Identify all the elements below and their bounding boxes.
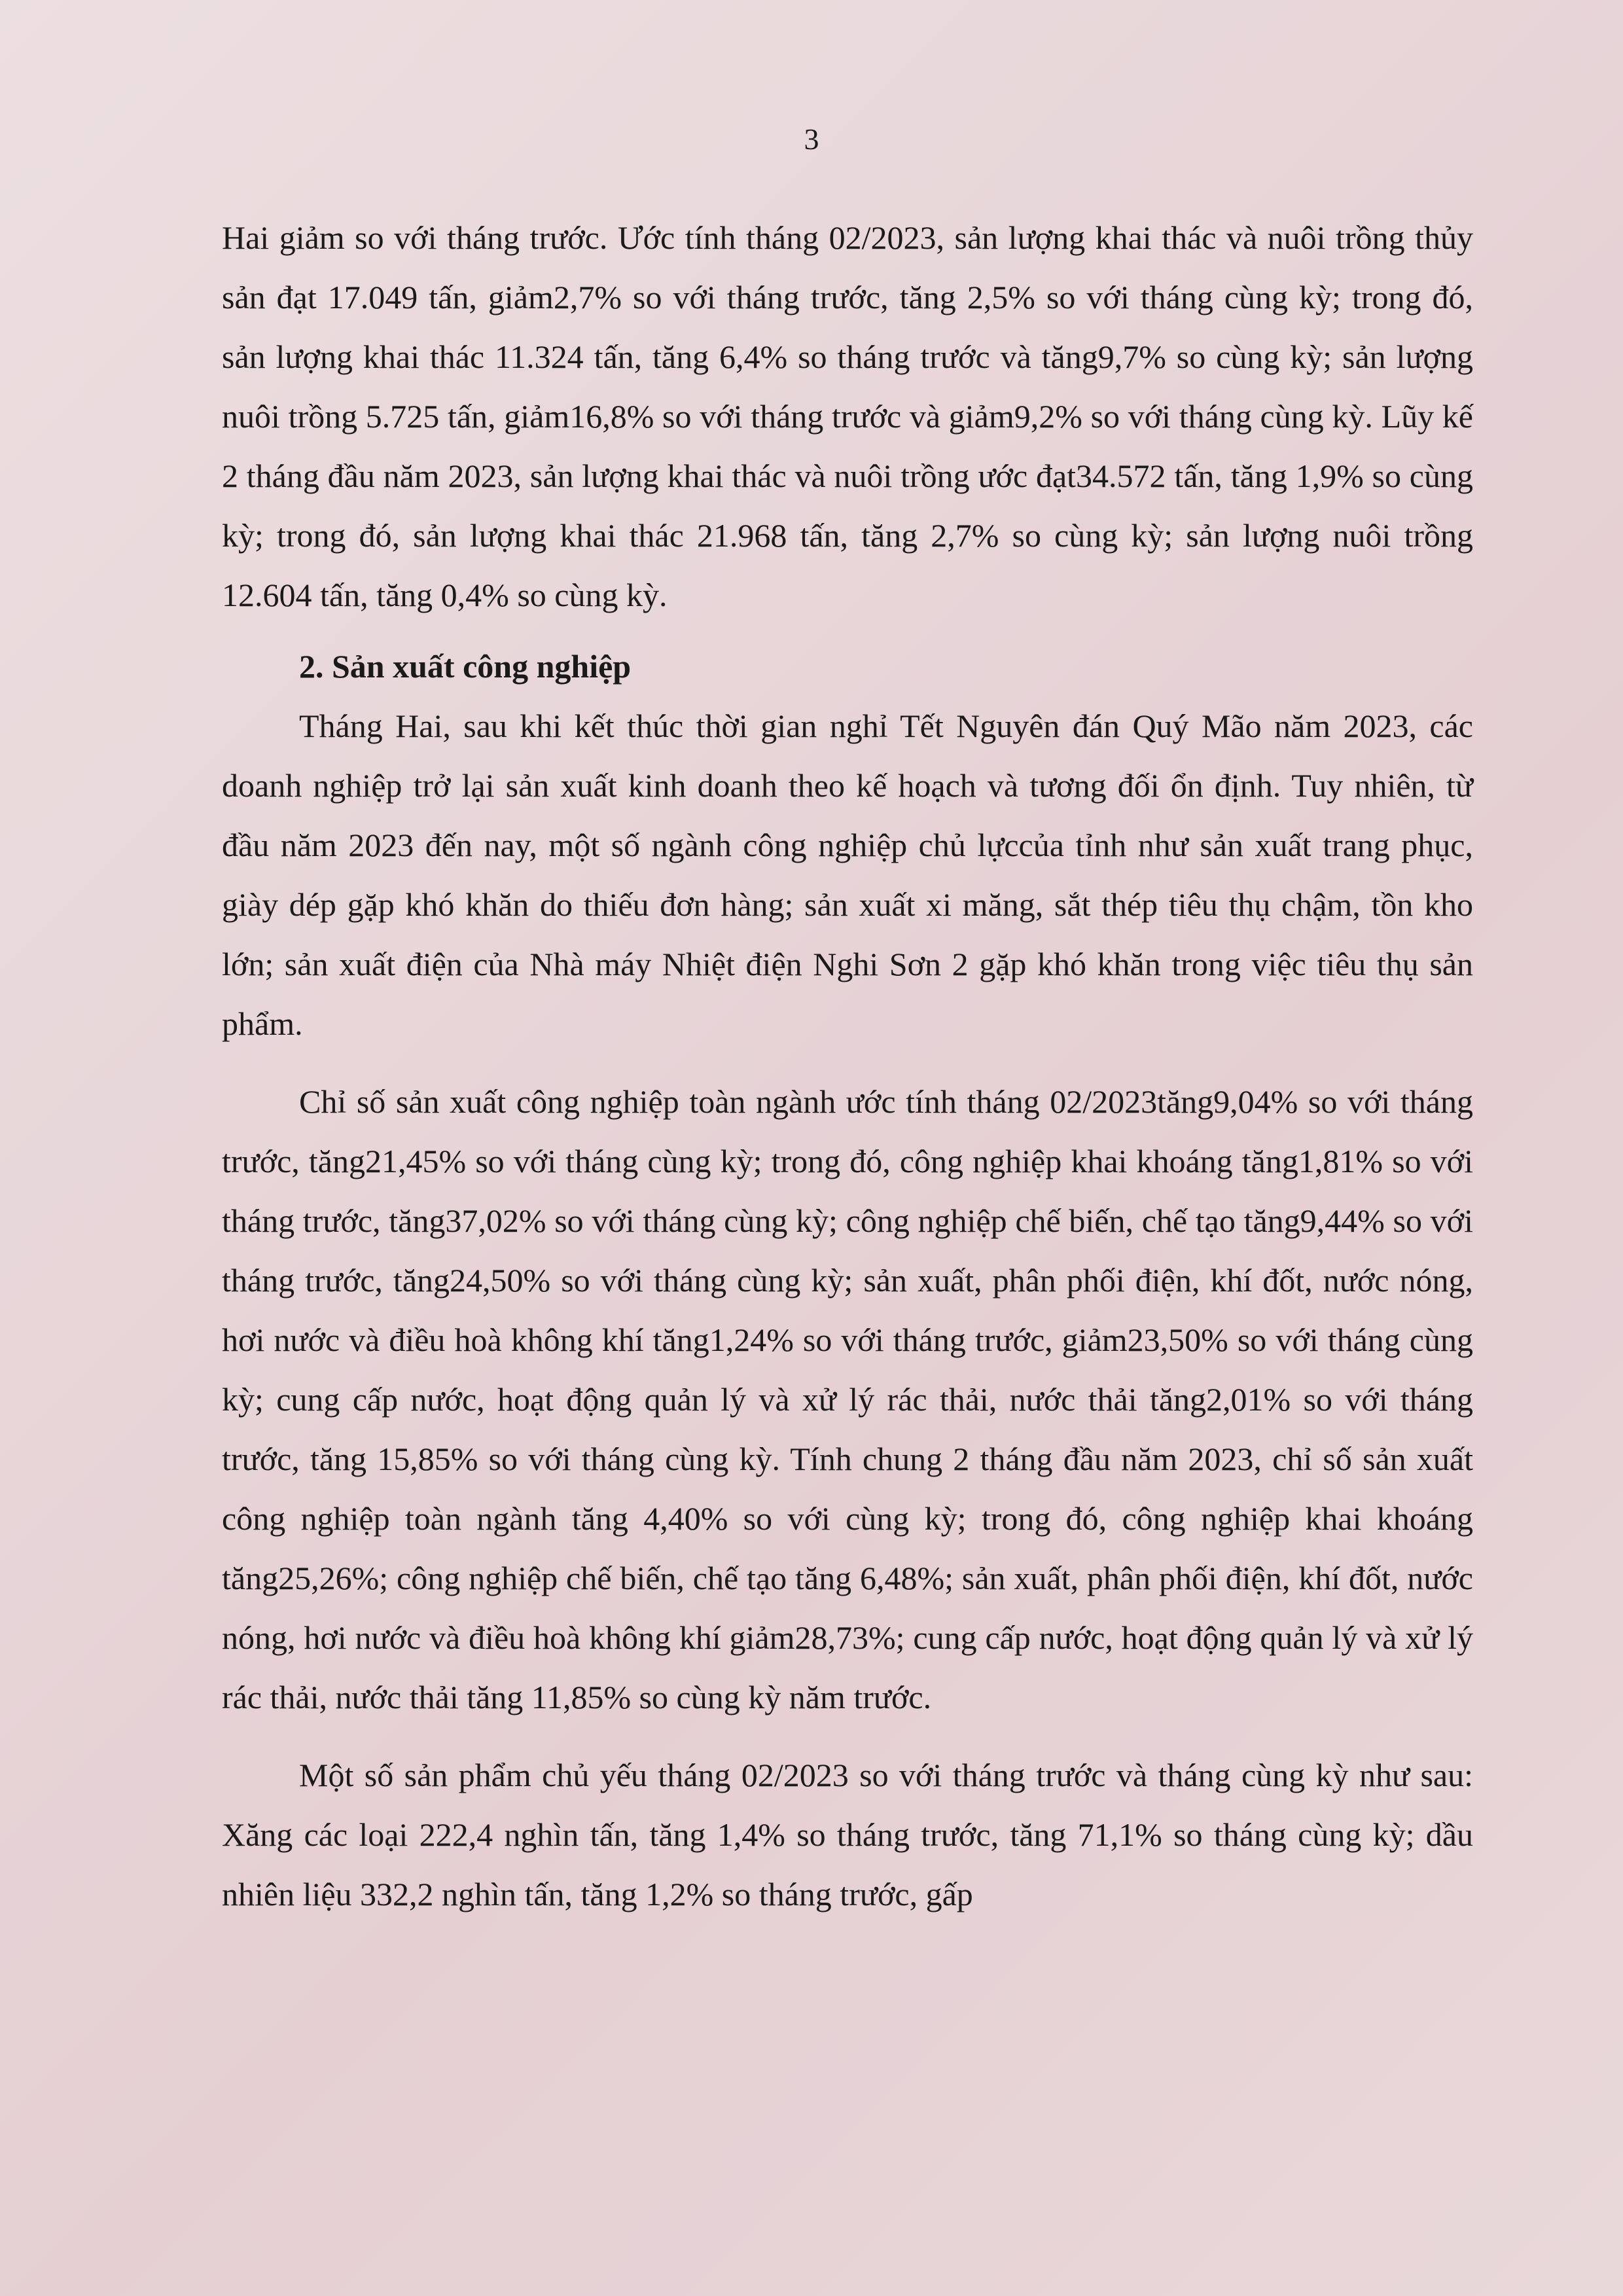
section-heading-industry: 2. Sản xuất công nghiệp — [299, 648, 632, 685]
document-body — [222, 208, 1473, 1924]
paragraph-industry-overview: Tháng Hai, sau khi kết thúc thời gian nghỉ Tết Nguyên đán Quý Mão năm 2023, các doanh nghiệp trở lại sản xuất kinh doanh theo kế hoạch và tương đối ổn định. Tuy nhiên, từ đầu năm 2023 đến nay, một số ngành công nghiệp chủ lựccủa tỉnh như sản xuất trang phục, giày dép gặp khó khăn do thiếu đơn hàng; sản xuất xi măng, sắt thép tiêu thụ chậm, tồn kho lớn; sản xuất điện của Nhà máy Nhiệt điện Nghi Sơn 2 gặp khó khăn trong việc tiêu thụ sản phẩm. — [222, 708, 1473, 1042]
page-number: 3 — [804, 122, 819, 156]
paragraph-fisheries: Hai giảm so với tháng trước. Ước tính tháng 02/2023, sản lượng khai thác và nuôi trồng thủy sản đạt 17.049 tấn, giảm2,7% so với tháng trước, tăng 2,5% so với tháng cùng kỳ; trong đó, sản lượng khai thác 11.324 tấn, tăng 6,4% so tháng trước và tăng9,7% so cùng kỳ; sản lượng nuôi trồng 5.725 tấn, giảm16,8% so với tháng trước và giảm9,2% so với tháng cùng kỳ. Lũy kế 2 tháng đầu năm 2023, sản lượng khai thác và nuôi trồng ước đạt34.572 tấn, tăng 1,9% so cùng kỳ; trong đó, sản lượng khai thác 21.968 tấn, tăng 2,7% so cùng kỳ; sản lượng nuôi trồng 12.604 tấn, tăng 0,4% so cùng kỳ. — [222, 219, 1473, 613]
paragraph-main-products: Một số sản phẩm chủ yếu tháng 02/2023 so với tháng trước và tháng cùng kỳ như sau: Xăng các loại 222,4 nghìn tấn, tăng 1,4% so tháng trước, tăng 71,1% so tháng cùng kỳ; dầu nhiên liệu 332,2 nghìn tấn, tăng 1,2% so tháng trước, gấp — [222, 1757, 1473, 1912]
paragraph-industrial-index: Chỉ số sản xuất công nghiệp toàn ngành ước tính tháng 02/2023tăng9,04% so với tháng trước, tăng21,45% so với tháng cùng kỳ; trong đó, công nghiệp khai khoáng tăng1,81% so với tháng trước, tăng37,02% so với tháng cùng kỳ; công nghiệp chế biến, chế tạo tăng9,44% so với tháng trước, tăng24,50% so với tháng cùng kỳ; sản xuất, phân phối điện, khí đốt, nước nóng, hơi nước và điều hoà không khí tăng1,24% so với tháng trước, giảm23,50% so với tháng cùng kỳ; cung cấp nước, hoạt động quản lý và xử lý rác thải, nước thải tăng2,01% so với tháng trước, tăng 15,85% so với tháng cùng kỳ. Tính chung 2 tháng đầu năm 2023, chỉ số sản xuất công nghiệp toàn ngành tăng 4,40% so với cùng kỳ; trong đó, công nghiệp khai khoáng tăng25,26%; công nghiệp chế biến, chế tạo tăng 6,48%; sản xuất, phân phối điện, khí đốt, nước nóng, hơi nước và điều hoà không khí giảm28,73%; cung cấp nước, hoạt động quản lý và xử lý rác thải, nước thải tăng 11,85% so cùng kỳ năm trước. — [222, 1083, 1473, 1715]
